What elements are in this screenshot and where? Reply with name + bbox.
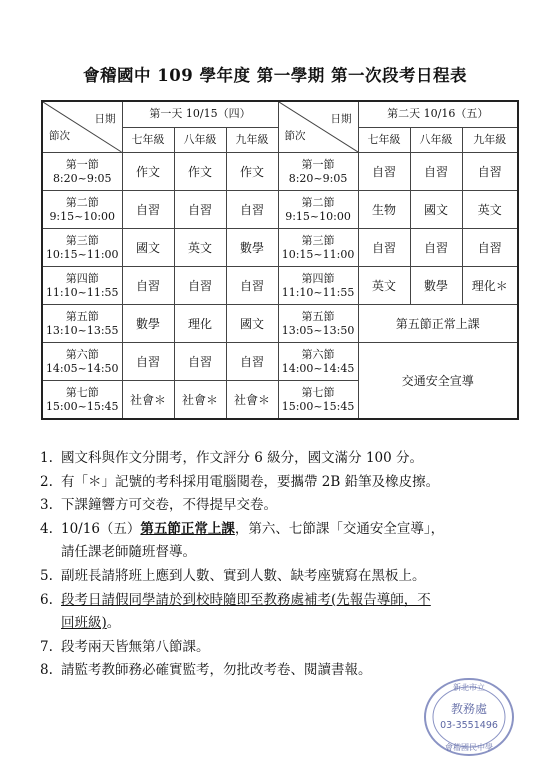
subject-cell: 英文 — [462, 191, 518, 229]
table-row — [42, 305, 518, 343]
notes-list — [40, 447, 520, 683]
subject-cell: 自習 — [462, 229, 518, 267]
subject-cell: 社會＊ — [174, 381, 226, 420]
period-cell: 第七節 15:00~15:45 — [42, 381, 122, 420]
subject-cell: 社會＊ — [122, 381, 174, 420]
corner-header-day2 — [278, 101, 358, 153]
page-title: 會稽國中 109 學年度 第一學期 第一次段考日程表 — [83, 66, 467, 85]
subject-cell: 自習 — [174, 343, 226, 381]
svg-text:新北市立: 新北市立 — [453, 683, 485, 692]
day1-header: 第一天 10/15（四） — [122, 101, 278, 127]
list-item: 4. 10/16（五）第五節正常上課，第六、七節課「交通安全宣導」， — [40, 520, 445, 537]
subject-cell: 生物 — [358, 191, 410, 229]
svg-text:會稽國民中學: 會稽國民中學 — [445, 743, 493, 752]
grade-header: 九年級 — [226, 127, 278, 153]
period-cell: 第六節 14:05~14:50 — [42, 343, 122, 381]
subject-cell: 自習 — [226, 267, 278, 305]
corner-period-label: 節次 — [49, 130, 70, 142]
table-row — [42, 229, 518, 267]
subject-cell: 自習 — [410, 153, 462, 191]
list-item: 7. 段考兩天皆無第八節課。 — [40, 638, 210, 655]
period-cell: 第二節 9:15~10:00 — [278, 191, 358, 229]
period-cell: 第一節 8:20~9:05 — [278, 153, 358, 191]
merged-normal-class-cell: 第五節正常上課 — [358, 305, 518, 343]
subject-cell: 數學 — [226, 229, 278, 267]
table-row — [42, 267, 518, 305]
list-item: 3. 下課鐘響方可交卷，不得提早交卷。 — [40, 497, 277, 514]
office-seal-stamp — [422, 676, 516, 758]
corner-header-day1 — [42, 101, 122, 153]
period-cell: 第一節 8:20~9:05 — [42, 153, 122, 191]
subject-cell: 自習 — [122, 343, 174, 381]
list-item-continuation: 請任課老師隨班督導。 — [61, 544, 196, 561]
subject-cell: 作文 — [122, 153, 174, 191]
subject-cell: 數學 — [410, 267, 462, 305]
period-cell: 第五節 13:05~13:50 — [278, 305, 358, 343]
list-item: 5. 副班長請將班上應到人數、實到人數、缺考座號寫在黑板上。 — [40, 567, 426, 584]
subject-cell: 理化 — [174, 305, 226, 343]
merged-traffic-safety-cell: 交通安全宣導 — [358, 343, 518, 420]
subject-cell: 社會＊ — [226, 381, 278, 420]
list-item: 8. 請監考教師務必確實監考，勿批改考卷、閱讀書報。 — [40, 662, 372, 679]
subject-cell: 理化＊ — [462, 267, 518, 305]
period-cell: 第五節 13:10~13:55 — [42, 305, 122, 343]
period-cell: 第二節 9:15~10:00 — [42, 191, 122, 229]
list-item: 6. 段考日請假同學請於到校時隨即至教務處補考(先報告導師，不 — [40, 591, 431, 608]
subject-cell: 自習 — [174, 191, 226, 229]
subject-cell: 自習 — [174, 267, 226, 305]
subject-cell: 自習 — [226, 191, 278, 229]
exam-schedule-table — [41, 100, 519, 420]
subject-cell: 自習 — [122, 267, 174, 305]
grade-header: 八年級 — [410, 127, 462, 153]
subject-cell: 數學 — [122, 305, 174, 343]
period-cell: 第七節 15:00~15:45 — [278, 381, 358, 420]
list-item: 1. 國文科與作文分開考，作文評分 6 級分，國文滿分 100 分。 — [40, 450, 424, 466]
corner-date-label: 日期 — [330, 113, 352, 125]
subject-cell: 自習 — [358, 153, 410, 191]
period-cell: 第六節 14:00~14:45 — [278, 343, 358, 381]
table-row — [42, 153, 518, 191]
period-cell: 第四節 11:10~11:55 — [42, 267, 122, 305]
grade-header: 七年級 — [358, 127, 410, 153]
subject-cell: 自習 — [462, 153, 518, 191]
grade-header: 七年級 — [122, 127, 174, 153]
subject-cell: 自習 — [410, 229, 462, 267]
subject-cell: 國文 — [122, 229, 174, 267]
grade-header: 八年級 — [174, 127, 226, 153]
subject-cell: 英文 — [174, 229, 226, 267]
day2-header: 第二天 10/16（五） — [358, 101, 518, 127]
svg-text:教務處: 教務處 — [450, 702, 488, 716]
emphasis-text: 第五節正常上課 — [140, 520, 235, 537]
subject-cell: 自習 — [122, 191, 174, 229]
list-item: 2. 有「＊」記號的考科採用電腦閱卷，要攜帶 2B 鉛筆及橡皮擦。 — [40, 473, 440, 490]
list-item-continuation: 回班級)。 — [61, 615, 121, 632]
subject-cell: 國文 — [410, 191, 462, 229]
grade-header: 九年級 — [462, 127, 518, 153]
subject-cell: 國文 — [226, 305, 278, 343]
corner-period-label: 節次 — [284, 130, 306, 142]
period-cell: 第三節 10:15~11:00 — [42, 229, 122, 267]
svg-text:03-3551496: 03-3551496 — [440, 720, 498, 731]
subject-cell: 作文 — [226, 153, 278, 191]
subject-cell: 自習 — [226, 343, 278, 381]
table-row — [42, 343, 518, 381]
subject-cell: 英文 — [358, 267, 410, 305]
subject-cell: 作文 — [174, 153, 226, 191]
period-cell: 第三節 10:15~11:00 — [278, 229, 358, 267]
table-row — [42, 191, 518, 229]
period-cell: 第四節 11:10~11:55 — [278, 267, 358, 305]
subject-cell: 自習 — [358, 229, 410, 267]
corner-date-label: 日期 — [94, 113, 116, 125]
